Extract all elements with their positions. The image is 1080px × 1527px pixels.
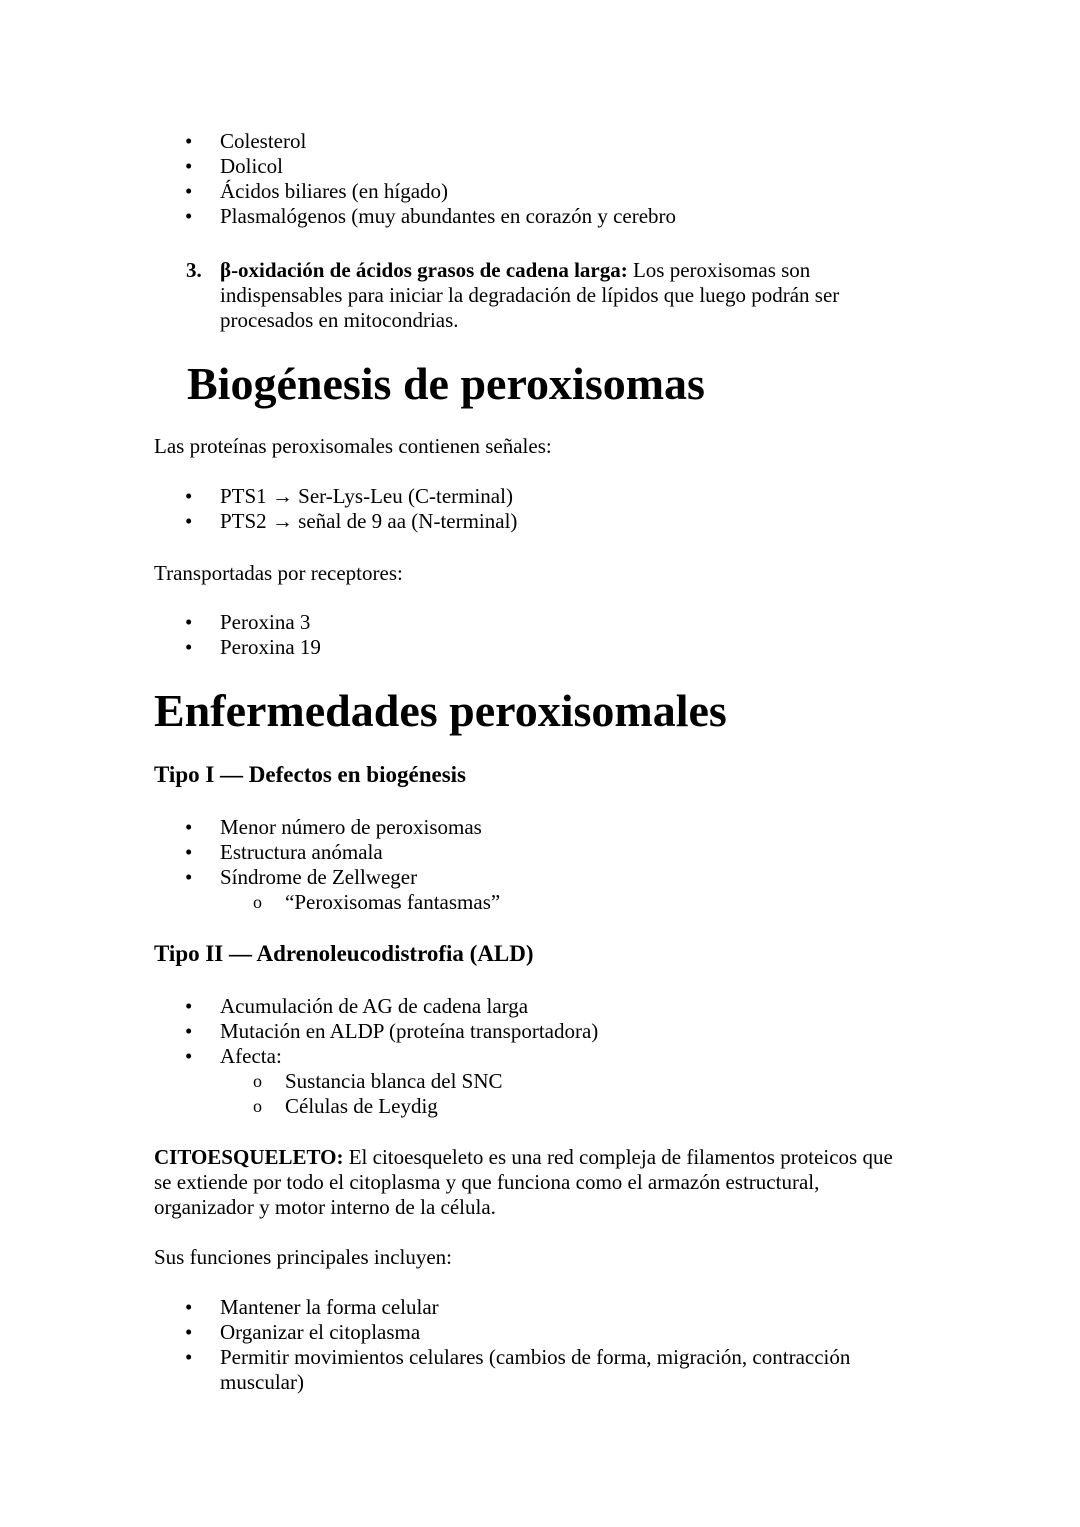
- list-item: Ácidos biliares (en hígado): [220, 179, 449, 203]
- list-item: Dolicol: [220, 154, 283, 178]
- list-item: Estructura anómala: [220, 840, 383, 864]
- bullet-icon: •: [185, 1019, 193, 1043]
- bullet-icon: •: [185, 840, 193, 864]
- list-item: Afecta:: [220, 1044, 282, 1068]
- paragraph-line: organizador y motor interno de la célula.: [154, 1195, 496, 1219]
- subsection-heading-type2: Tipo II — Adrenoleucodistrofia (ALD): [154, 941, 534, 966]
- bullet-icon: •: [185, 635, 193, 659]
- bullet-icon: •: [185, 129, 193, 153]
- paragraph: Transportadas por receptores:: [154, 561, 403, 585]
- bullet-icon: •: [185, 204, 193, 228]
- list-item: PTS2 → señal de 9 aa (N-terminal): [220, 509, 518, 533]
- sub-list-item: “Peroxisomas fantasmas”: [285, 890, 501, 914]
- bullet-icon: •: [185, 484, 193, 508]
- bullet-icon: •: [185, 509, 193, 533]
- bullet-icon: •: [185, 1044, 193, 1068]
- paragraph-line: [154, 1145, 893, 1170]
- sub-bullet-icon: o: [253, 1071, 262, 1091]
- list-number: 3.: [186, 258, 202, 282]
- section-heading-diseases: Enfermedades peroxisomales: [154, 685, 727, 736]
- list-item: Peroxina 19: [220, 635, 321, 659]
- numbered-item-title: β-oxidación de ácidos grasos de cadena larga:: [220, 258, 628, 282]
- bullet-icon: •: [185, 815, 193, 839]
- list-item: Colesterol: [220, 129, 307, 153]
- numbered-item-line: indispensables para iniciar la degradación de lípidos que luego podrán ser: [220, 283, 840, 307]
- bullet-icon: •: [185, 179, 193, 203]
- bullet-icon: •: [185, 994, 193, 1018]
- bullet-icon: •: [185, 610, 193, 634]
- list-item: Acumulación de AG de cadena larga: [220, 994, 529, 1018]
- list-item: PTS1 → Ser-Lys-Leu (C-terminal): [220, 484, 513, 508]
- paragraph: Sus funciones principales incluyen:: [154, 1245, 453, 1269]
- bullet-icon: •: [185, 1345, 193, 1369]
- numbered-item-line: procesados en mitocondrias.: [220, 308, 459, 332]
- list-item: Permitir movimientos celulares (cambios de forma, migración, contracción: [220, 1345, 851, 1369]
- cytoskeleton-label: CITOESQUELETO:: [154, 1145, 344, 1169]
- paragraph-line: se extiende por todo el citoplasma y que funciona como el armazón estructural,: [154, 1170, 820, 1194]
- bullet-icon: •: [185, 1320, 193, 1344]
- subsection-heading-type1: Tipo I — Defectos en biogénesis: [154, 762, 466, 787]
- section-heading-biogenesis: Biogénesis de peroxisomas: [187, 358, 705, 409]
- list-item: Síndrome de Zellweger: [220, 865, 418, 889]
- list-item: Mutación en ALDP (proteína transportadora): [220, 1019, 599, 1043]
- list-item: Organizar el citoplasma: [220, 1320, 421, 1344]
- bullet-icon: •: [185, 865, 193, 889]
- numbered-item-line: [220, 258, 810, 283]
- cytoskeleton-text: El citoesqueleto es una red compleja de filamentos proteicos que: [343, 1145, 893, 1169]
- bullet-icon: •: [185, 154, 193, 178]
- list-item: Peroxina 3: [220, 610, 311, 634]
- sub-bullet-icon: o: [253, 892, 262, 912]
- list-item-continuation: muscular): [220, 1370, 304, 1394]
- list-item: Mantener la forma celular: [220, 1295, 439, 1319]
- sub-list-item: Células de Leydig: [285, 1094, 438, 1118]
- sub-list-item: Sustancia blanca del SNC: [285, 1069, 503, 1093]
- bullet-icon: •: [185, 1295, 193, 1319]
- list-item: Plasmalógenos (muy abundantes en corazón y cerebro: [220, 204, 677, 228]
- list-item: Menor número de peroxisomas: [220, 815, 482, 839]
- sub-bullet-icon: o: [253, 1096, 262, 1116]
- paragraph: Las proteínas peroxisomales contienen señales:: [154, 434, 552, 458]
- numbered-item-text: Los peroxisomas son: [627, 258, 811, 282]
